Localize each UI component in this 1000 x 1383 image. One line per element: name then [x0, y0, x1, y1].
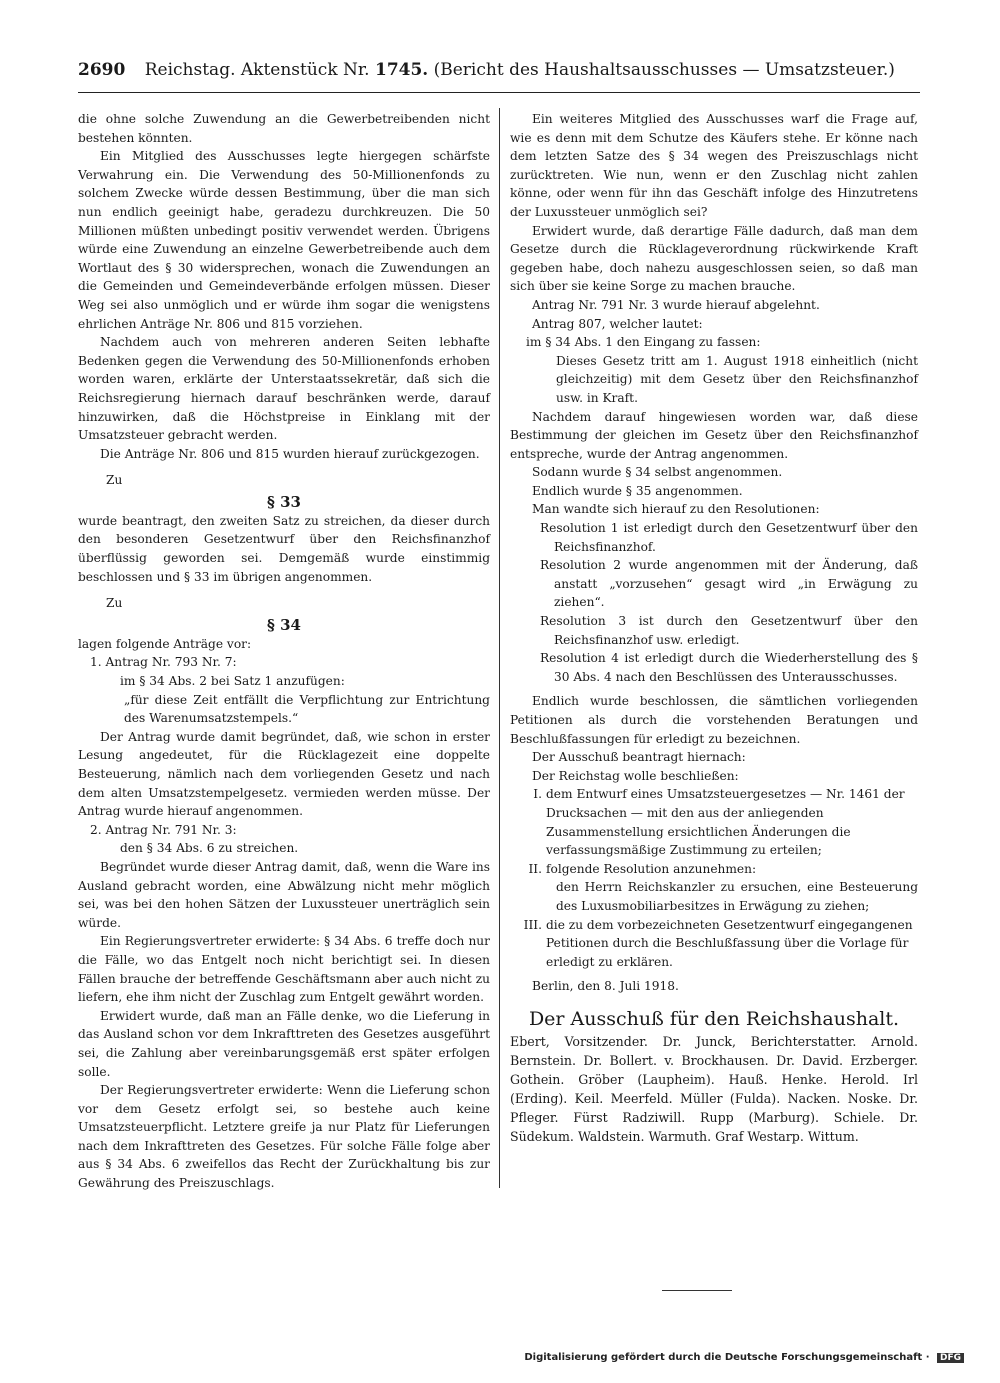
motion-subtext: im § 34 Abs. 2 bei Satz 1 anzufügen: [120, 674, 345, 689]
paragraph: Antrag 807, welcher lautet: [532, 316, 703, 331]
motion-subtext: den § 34 Abs. 6 zu streichen. [120, 841, 299, 856]
motion-item: 1. Antrag Nr. 793 Nr. 7: [90, 655, 237, 670]
committee-title: Der Ausschuß für den Reichshaushalt. [528, 1007, 900, 1030]
zu-label: Zu [106, 596, 123, 611]
paragraph: Ein weiteres Mitglied des Ausschusses warf die Frage auf, wie es denn mit dem Schutze des Käufers stehe. Er könne nach dem letzten Satze des § 34 wegen des Preiszuschlags nicht zurücktreten. Wie nun, wenn er den Zuschlag nicht zahlen könne, oder wenn für ihn das Geschäft infolge des Hinzutretens der Luxussteuer unmöglich sei? [510, 112, 918, 219]
committee-members: Ebert, Vorsitzender. Dr. Junck, Berichterstatter. Arnold. Bernstein. Dr. Bollert. v. Brockhausen. Dr. David. Erzberger. Gothein. Gröber (Laupheim). Hauß. Henke. Herold. Irl (Erding). Keil. Meerfeld. Müller (Fulda). Nacken. Noske. Dr. Pfleger. Fürst Radziwill. Rupp (Marburg). Schiele. Dr. Südekum. Waldstein. Warmuth. Graf Westarp. Wittum. [510, 1033, 918, 1144]
motion-quote: Dieses Gesetz tritt am 1. August 1918 einheitlich (nicht gleichzeitig) mit dem Gesetz über den Reichsfinanzhof usw. in Kraft. [556, 353, 918, 405]
paragraph: wurde beantragt, den zweiten Satz zu streichen, da dieser durch den besonderen Gesetzentwurf über den Reichsfinanzhof überflüssig geworden sei. Demgemäß wurde einstimmig beschlossen und § 33 im übrigen angenommen. [78, 513, 490, 584]
closing-rule [662, 1290, 732, 1291]
paragraph: Der Reichstag wolle beschließen: [532, 768, 739, 783]
paragraph: Man wandte sich hierauf zu den Resolutionen: [532, 502, 820, 517]
resolution-item: Resolution 2 wurde angenommen mit der Änderung, daß anstatt „vorzusehen“ gesagt wird „in Erwägung zu ziehen“. [540, 558, 918, 610]
recommendation-item: II. folgende Resolution anzunehmen: [528, 861, 757, 876]
paragraph: Erwidert wurde, daß derartige Fälle dadurch, daß man dem Gesetze durch die Rücklageverordnung rückwirkende Kraft gegeben habe, doch nahezu ausgeschlossen seien, so daß man sich über sie keine Sorge zu machen brauche. [510, 223, 918, 294]
paragraph: lagen folgende Anträge vor: [78, 636, 252, 651]
column-separator [499, 108, 500, 1188]
running-header [78, 60, 918, 90]
paragraph: Ein Mitglied des Ausschusses legte hiergegen schärfste Verwahrung ein. Die Verwendung des 50-Millionenfonds zu solchem Zwecke würde dessen Bestimmung, über die man sich nun endlich geeinigt habe, geradezu durchkreuzen. Die 50 Millionen müßten unbedingt positiv verwendet werden. Übrigens würde eine Zuwendung an einzelne Gewerbetreibende auch dem Wortlaut des § 30 widersprechen, wonach die Zuwendungen an die Gemeinden und Gemeindeverbände erfolgen müssen. Dieser Weg sei also unmöglich und er würde ihm sogar die wenigstens ehrlichen Anträge Nr. 806 und 815 vorziehen. [78, 149, 490, 331]
resolution-item: Resolution 1 ist erledigt durch den Gesetzentwurf über den Reichsfinanzhof. [540, 521, 918, 554]
paragraph: die ohne solche Zuwendung an die Gewerbetreibenden nicht bestehen könnten. [78, 112, 490, 145]
dfg-logo: DFG [937, 1353, 964, 1363]
motion-item: 2. Antrag Nr. 791 Nr. 3: [90, 822, 237, 837]
resolution-item: Resolution 4 ist erledigt durch die Wiederherstellung des § 30 Abs. 4 nach den Beschlüssen des Unterausschusses. [540, 651, 918, 684]
paragraph: Erwidert wurde, daß man an Fälle denke, wo die Lieferung in das Ausland schon vor dem Inkrafttreten des Gesetzes ausgeführt sei, die Zahlung aber vereinbarungsgemäß erst später erfolgen solle. [78, 1008, 490, 1079]
paragraph: Endlich wurde beschlossen, die sämtlichen vorliegenden Petitionen als durch die vorstehenden Beratungen und Beschlußfassungen für erledigt zu bezeichnen. [510, 694, 918, 746]
left-column [78, 110, 490, 1193]
digitization-footer [524, 1352, 964, 1363]
paragraph: Nachdem darauf hingewiesen worden war, daß diese Bestimmung der gleichen im Gesetz über den Reichsfinanzhof entspreche, wurde der Antrag angenommen. [510, 409, 918, 461]
paragraph: Der Ausschuß beantragt hiernach: [532, 750, 746, 765]
section-heading-33: § 33 [267, 492, 301, 511]
date-line: Berlin, den 8. Juli 1918. [532, 979, 679, 994]
footer-text: Digitalisierung gefördert durch die Deutsche Forschungsgemeinschaft · [524, 1352, 930, 1363]
section-heading-34: § 34 [267, 615, 301, 634]
page-number: 2690 [78, 60, 126, 80]
right-column [510, 110, 918, 1146]
header-document-number: 1745. [374, 60, 429, 80]
paragraph: Sodann wurde § 34 selbst angenommen. [532, 465, 783, 480]
motion-quote: „für diese Zeit entfällt die Verpflichtung zur Entrichtung des Warenumsatzstempels.“ [124, 692, 490, 726]
header-title: Reichstag. Aktenstück Nr. [144, 60, 370, 80]
zu-label: Zu [106, 473, 123, 488]
recommendation-item: I. dem Entwurf eines Umsatzsteuergesetzes — Nr. 1461 der Drucksachen — mit den aus der anliegenden Zusammenstellung ersichtlichen Änderungen die verfassungsmäßige Zustimmung zu erteilen; [533, 787, 905, 858]
header-rule [78, 92, 920, 93]
recommendation-item: III. die zu dem vorbezeichneten Gesetzentwurf eingegangenen Petitionen durch die Beschlußfassung über die Vorlage für erledigt zu erklären. [523, 917, 913, 969]
recommendation-quote: den Herrn Reichskanzler zu ersuchen, eine Besteuerung des Luxusmobiliarbesitzes in Erwägung zu ziehen; [556, 880, 918, 913]
paragraph: Nachdem auch von mehreren anderen Seiten lebhafte Bedenken gegen die Verwendung des 50-Millionenfonds erhoben worden waren, erklärte der Unterstaatssekretär, daß sich die Reichsregierung hiernach darauf beschränken werde, darauf hinzuwirken, daß die Höchstpreise in Einklang mit der Umsatzsteuer gebracht werden. [78, 335, 490, 443]
paragraph: Begründet wurde dieser Antrag damit, daß, wenn die Ware ins Ausland gebracht worden, eine Abwälzung nicht mehr möglich sei, was bei den hohen Sätzen der Luxussteuer unerträglich sein würde. [78, 859, 490, 930]
paragraph: Ein Regierungsvertreter erwiderte: § 34 Abs. 6 treffe doch nur die Fälle, wo das Entgelt noch nicht berichtigt sei. In diesen Fällen brauche der betreffende Geschäftsmann aber auch nicht zu liefern, ehe ihm nicht der Zuschlag zum Entgelt gewährt worden. [78, 934, 490, 1005]
paragraph: Antrag Nr. 791 Nr. 3 wurde hierauf abgelehnt. [532, 297, 820, 312]
paragraph: Endlich wurde § 35 angenommen. [532, 483, 743, 498]
paragraph: Die Anträge Nr. 806 und 815 wurden hierauf zurückgezogen. [100, 446, 480, 461]
header-subtitle: (Bericht des Haushaltsausschusses — Umsatzsteuer.) [433, 60, 895, 80]
paragraph: Der Antrag wurde damit begründet, daß, wie schon in erster Lesung angedeutet, für die Rücklagezeit eine doppelte Besteuerung, nämlich nach dem vorliegenden Gesetz und nach dem alten Umsatzstempelgesetz. vermieden werden müsse. Der Antrag wurde hierauf angenommen. [78, 729, 490, 819]
paragraph: im § 34 Abs. 1 den Eingang zu fassen: [526, 335, 761, 350]
paragraph: Der Regierungsvertreter erwiderte: Wenn die Lieferung schon vor dem Gesetz erfolgt sei, so bestehe auch keine Umsatzsteuerpflicht. Letztere greife ja nur Platz für Lieferungen nach dem Inkrafttreten des Gesetzes. Für solche Fälle folge aber aus § 34 Abs. 6 zweifellos das Recht der Zurückhaltung bis zur Gewährung des Preiszuschlags. [78, 1083, 490, 1191]
resolution-item: Resolution 3 ist durch den Gesetzentwurf über den Reichsfinanzhof usw. erledigt. [540, 614, 918, 647]
